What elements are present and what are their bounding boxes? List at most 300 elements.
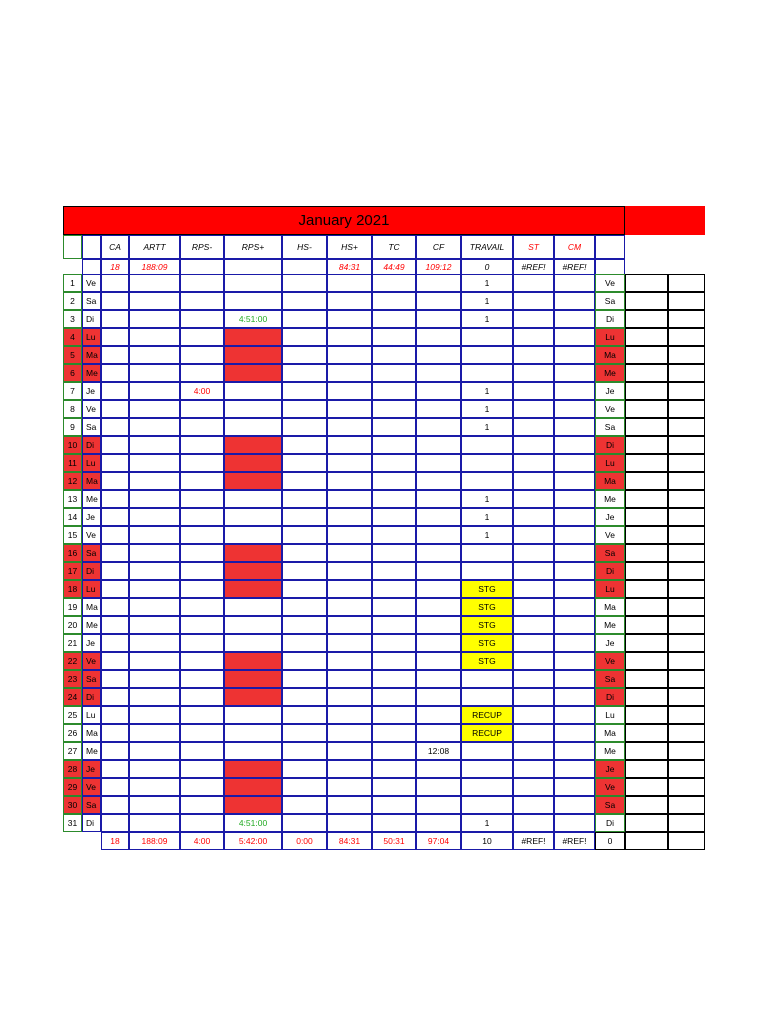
cell-rps_plus[interactable] — [224, 688, 282, 706]
cell-ca[interactable] — [101, 742, 129, 760]
extra-cell[interactable] — [668, 760, 705, 778]
cell-cf[interactable] — [416, 382, 461, 400]
cell-ca[interactable] — [101, 634, 129, 652]
cell-st[interactable] — [513, 580, 554, 598]
cell-hs_minus[interactable] — [282, 670, 327, 688]
cell-rps_plus[interactable] — [224, 490, 282, 508]
cell-artt[interactable] — [129, 490, 180, 508]
extra-cell[interactable] — [668, 292, 705, 310]
cell-hs_minus[interactable] — [282, 526, 327, 544]
extra-cell[interactable] — [625, 724, 668, 742]
cell-travail[interactable]: STG — [461, 598, 513, 616]
cell-st[interactable] — [513, 616, 554, 634]
cell-rps_minus[interactable] — [180, 418, 224, 436]
cell-hs_plus[interactable] — [327, 490, 372, 508]
cell-travail[interactable]: STG — [461, 580, 513, 598]
cell-travail[interactable] — [461, 562, 513, 580]
cell-rps_minus[interactable] — [180, 454, 224, 472]
cell-hs_minus[interactable] — [282, 346, 327, 364]
cell-rps_plus[interactable] — [224, 364, 282, 382]
extra-cell[interactable] — [668, 616, 705, 634]
cell-rps_minus[interactable] — [180, 616, 224, 634]
cell-ca[interactable] — [101, 382, 129, 400]
cell-tc[interactable] — [372, 634, 416, 652]
extra-cell[interactable] — [668, 526, 705, 544]
cell-artt[interactable] — [129, 382, 180, 400]
cell-ca[interactable] — [101, 472, 129, 490]
cell-rps_plus[interactable] — [224, 292, 282, 310]
cell-cf[interactable] — [416, 526, 461, 544]
cell-hs_minus[interactable] — [282, 328, 327, 346]
cell-artt[interactable] — [129, 652, 180, 670]
cell-tc[interactable] — [372, 742, 416, 760]
cell-tc[interactable] — [372, 310, 416, 328]
cell-rps_plus[interactable] — [224, 472, 282, 490]
cell-artt[interactable] — [129, 454, 180, 472]
extra-cell[interactable] — [625, 490, 668, 508]
cell-ca[interactable] — [101, 598, 129, 616]
cell-artt[interactable] — [129, 706, 180, 724]
cell-ca[interactable] — [101, 796, 129, 814]
cell-hs_plus[interactable] — [327, 652, 372, 670]
cell-rps_minus[interactable] — [180, 562, 224, 580]
cell-hs_minus[interactable] — [282, 562, 327, 580]
cell-ca[interactable] — [101, 526, 129, 544]
cell-travail[interactable] — [461, 436, 513, 454]
extra-cell[interactable] — [625, 760, 668, 778]
extra-cell[interactable] — [668, 346, 705, 364]
extra-cell[interactable] — [625, 562, 668, 580]
cell-rps_plus[interactable]: 4:51:00 — [224, 814, 282, 832]
extra-cell[interactable] — [668, 490, 705, 508]
cell-hs_minus[interactable] — [282, 400, 327, 418]
cell-tc[interactable] — [372, 778, 416, 796]
cell-hs_minus[interactable] — [282, 544, 327, 562]
cell-rps_plus[interactable] — [224, 616, 282, 634]
cell-tc[interactable] — [372, 814, 416, 832]
cell-cm[interactable] — [554, 328, 595, 346]
cell-travail[interactable] — [461, 742, 513, 760]
cell-cf[interactable] — [416, 814, 461, 832]
cell-artt[interactable] — [129, 778, 180, 796]
extra-cell[interactable] — [668, 418, 705, 436]
cell-hs_plus[interactable] — [327, 616, 372, 634]
cell-rps_minus[interactable] — [180, 652, 224, 670]
cell-artt[interactable] — [129, 598, 180, 616]
cell-rps_plus[interactable] — [224, 346, 282, 364]
cell-rps_plus[interactable] — [224, 382, 282, 400]
cell-cf[interactable] — [416, 418, 461, 436]
cell-rps_minus[interactable] — [180, 292, 224, 310]
cell-travail[interactable] — [461, 760, 513, 778]
cell-cm[interactable] — [554, 706, 595, 724]
cell-ca[interactable] — [101, 508, 129, 526]
cell-st[interactable] — [513, 418, 554, 436]
extra-cell[interactable] — [668, 382, 705, 400]
cell-cf[interactable] — [416, 580, 461, 598]
cell-tc[interactable] — [372, 454, 416, 472]
cell-artt[interactable] — [129, 436, 180, 454]
cell-hs_minus[interactable] — [282, 472, 327, 490]
cell-travail[interactable]: STG — [461, 634, 513, 652]
cell-hs_plus[interactable] — [327, 796, 372, 814]
cell-hs_minus[interactable] — [282, 760, 327, 778]
cell-tc[interactable] — [372, 274, 416, 292]
extra-cell[interactable] — [668, 724, 705, 742]
cell-st[interactable] — [513, 688, 554, 706]
cell-rps_plus[interactable] — [224, 274, 282, 292]
cell-rps_plus[interactable] — [224, 418, 282, 436]
cell-artt[interactable] — [129, 724, 180, 742]
cell-cm[interactable] — [554, 634, 595, 652]
extra-cell[interactable] — [625, 778, 668, 796]
extra-cell[interactable] — [625, 832, 668, 850]
extra-cell[interactable] — [625, 364, 668, 382]
extra-cell[interactable] — [668, 274, 705, 292]
cell-st[interactable] — [513, 742, 554, 760]
extra-cell[interactable] — [625, 418, 668, 436]
cell-hs_minus[interactable] — [282, 436, 327, 454]
cell-tc[interactable] — [372, 616, 416, 634]
cell-cm[interactable] — [554, 760, 595, 778]
cell-rps_minus[interactable] — [180, 274, 224, 292]
cell-rps_plus[interactable] — [224, 742, 282, 760]
cell-ca[interactable] — [101, 544, 129, 562]
cell-rps_plus[interactable] — [224, 796, 282, 814]
cell-hs_plus[interactable] — [327, 328, 372, 346]
extra-cell[interactable] — [668, 562, 705, 580]
extra-cell[interactable] — [625, 436, 668, 454]
cell-rps_minus[interactable] — [180, 346, 224, 364]
cell-st[interactable] — [513, 724, 554, 742]
cell-rps_minus[interactable] — [180, 670, 224, 688]
cell-hs_minus[interactable] — [282, 580, 327, 598]
cell-cf[interactable] — [416, 472, 461, 490]
cell-hs_plus[interactable] — [327, 670, 372, 688]
cell-hs_plus[interactable] — [327, 634, 372, 652]
cell-travail[interactable]: 1 — [461, 490, 513, 508]
cell-rps_minus[interactable] — [180, 598, 224, 616]
cell-rps_minus[interactable] — [180, 760, 224, 778]
cell-ca[interactable] — [101, 706, 129, 724]
cell-tc[interactable] — [372, 472, 416, 490]
cell-ca[interactable] — [101, 490, 129, 508]
cell-st[interactable] — [513, 526, 554, 544]
cell-st[interactable] — [513, 364, 554, 382]
cell-cm[interactable] — [554, 796, 595, 814]
cell-hs_minus[interactable] — [282, 742, 327, 760]
cell-rps_minus[interactable] — [180, 778, 224, 796]
cell-tc[interactable] — [372, 328, 416, 346]
cell-rps_minus[interactable] — [180, 436, 224, 454]
cell-hs_plus[interactable] — [327, 706, 372, 724]
cell-tc[interactable] — [372, 508, 416, 526]
cell-st[interactable] — [513, 634, 554, 652]
cell-hs_minus[interactable] — [282, 454, 327, 472]
extra-cell[interactable] — [625, 616, 668, 634]
cell-cf[interactable] — [416, 310, 461, 328]
cell-cm[interactable] — [554, 814, 595, 832]
extra-cell[interactable] — [625, 328, 668, 346]
cell-rps_minus[interactable] — [180, 688, 224, 706]
cell-cm[interactable] — [554, 490, 595, 508]
cell-ca[interactable] — [101, 724, 129, 742]
cell-artt[interactable] — [129, 526, 180, 544]
cell-ca[interactable] — [101, 418, 129, 436]
cell-travail[interactable]: RECUP — [461, 724, 513, 742]
cell-rps_minus[interactable] — [180, 400, 224, 418]
cell-artt[interactable] — [129, 274, 180, 292]
cell-artt[interactable] — [129, 544, 180, 562]
cell-artt[interactable] — [129, 796, 180, 814]
cell-cf[interactable] — [416, 508, 461, 526]
cell-cf[interactable] — [416, 724, 461, 742]
cell-rps_minus[interactable] — [180, 508, 224, 526]
cell-st[interactable] — [513, 310, 554, 328]
cell-rps_plus[interactable] — [224, 544, 282, 562]
extra-cell[interactable] — [668, 436, 705, 454]
cell-artt[interactable] — [129, 760, 180, 778]
cell-ca[interactable] — [101, 814, 129, 832]
cell-hs_plus[interactable] — [327, 454, 372, 472]
extra-cell[interactable] — [668, 796, 705, 814]
cell-cf[interactable] — [416, 796, 461, 814]
cell-cm[interactable] — [554, 508, 595, 526]
cell-cf[interactable] — [416, 706, 461, 724]
cell-rps_plus[interactable] — [224, 598, 282, 616]
cell-travail[interactable]: 1 — [461, 382, 513, 400]
cell-hs_plus[interactable] — [327, 814, 372, 832]
extra-cell[interactable] — [668, 328, 705, 346]
cell-travail[interactable]: STG — [461, 616, 513, 634]
cell-st[interactable] — [513, 652, 554, 670]
cell-cm[interactable] — [554, 418, 595, 436]
cell-hs_plus[interactable] — [327, 526, 372, 544]
cell-hs_plus[interactable] — [327, 472, 372, 490]
extra-cell[interactable] — [668, 706, 705, 724]
cell-artt[interactable] — [129, 328, 180, 346]
extra-cell[interactable] — [625, 508, 668, 526]
cell-cf[interactable] — [416, 598, 461, 616]
cell-hs_minus[interactable] — [282, 418, 327, 436]
cell-cm[interactable] — [554, 454, 595, 472]
extra-cell[interactable] — [668, 544, 705, 562]
extra-cell[interactable] — [668, 580, 705, 598]
cell-cm[interactable] — [554, 616, 595, 634]
cell-travail[interactable] — [461, 454, 513, 472]
cell-rps_plus[interactable]: 4:51:00 — [224, 310, 282, 328]
cell-hs_plus[interactable] — [327, 562, 372, 580]
cell-travail[interactable]: 1 — [461, 310, 513, 328]
cell-travail[interactable] — [461, 688, 513, 706]
extra-cell[interactable] — [625, 346, 668, 364]
extra-cell[interactable] — [625, 688, 668, 706]
cell-rps_plus[interactable] — [224, 436, 282, 454]
cell-cf[interactable] — [416, 436, 461, 454]
extra-cell[interactable] — [625, 292, 668, 310]
cell-rps_minus[interactable] — [180, 472, 224, 490]
cell-rps_minus[interactable] — [180, 634, 224, 652]
cell-cm[interactable] — [554, 742, 595, 760]
extra-cell[interactable] — [668, 472, 705, 490]
cell-artt[interactable] — [129, 616, 180, 634]
cell-rps_plus[interactable] — [224, 670, 282, 688]
cell-rps_plus[interactable] — [224, 580, 282, 598]
cell-ca[interactable] — [101, 436, 129, 454]
cell-ca[interactable] — [101, 580, 129, 598]
cell-travail[interactable]: STG — [461, 652, 513, 670]
cell-artt[interactable] — [129, 742, 180, 760]
cell-st[interactable] — [513, 400, 554, 418]
cell-hs_minus[interactable] — [282, 706, 327, 724]
cell-ca[interactable] — [101, 274, 129, 292]
cell-tc[interactable] — [372, 544, 416, 562]
cell-cm[interactable] — [554, 778, 595, 796]
cell-artt[interactable] — [129, 508, 180, 526]
cell-hs_minus[interactable] — [282, 274, 327, 292]
cell-st[interactable] — [513, 760, 554, 778]
cell-hs_plus[interactable] — [327, 724, 372, 742]
cell-cm[interactable] — [554, 670, 595, 688]
cell-rps_minus[interactable] — [180, 814, 224, 832]
cell-cf[interactable] — [416, 490, 461, 508]
cell-hs_plus[interactable] — [327, 400, 372, 418]
cell-cf[interactable]: 12:08 — [416, 742, 461, 760]
cell-cf[interactable] — [416, 274, 461, 292]
cell-travail[interactable] — [461, 778, 513, 796]
cell-rps_minus[interactable] — [180, 544, 224, 562]
cell-st[interactable] — [513, 778, 554, 796]
extra-cell[interactable] — [625, 274, 668, 292]
cell-hs_minus[interactable] — [282, 796, 327, 814]
cell-artt[interactable] — [129, 814, 180, 832]
cell-rps_plus[interactable] — [224, 328, 282, 346]
cell-st[interactable] — [513, 346, 554, 364]
cell-st[interactable] — [513, 598, 554, 616]
cell-cm[interactable] — [554, 292, 595, 310]
extra-cell[interactable] — [625, 742, 668, 760]
cell-rps_plus[interactable] — [224, 778, 282, 796]
cell-travail[interactable]: RECUP — [461, 706, 513, 724]
cell-artt[interactable] — [129, 364, 180, 382]
cell-travail[interactable] — [461, 328, 513, 346]
cell-cm[interactable] — [554, 472, 595, 490]
cell-ca[interactable] — [101, 562, 129, 580]
cell-tc[interactable] — [372, 418, 416, 436]
cell-rps_minus[interactable] — [180, 742, 224, 760]
cell-hs_minus[interactable] — [282, 652, 327, 670]
cell-artt[interactable] — [129, 634, 180, 652]
extra-cell[interactable] — [625, 706, 668, 724]
extra-cell[interactable] — [625, 382, 668, 400]
cell-hs_plus[interactable] — [327, 598, 372, 616]
cell-rps_minus[interactable] — [180, 364, 224, 382]
cell-cm[interactable] — [554, 580, 595, 598]
cell-travail[interactable]: 1 — [461, 526, 513, 544]
cell-cf[interactable] — [416, 346, 461, 364]
cell-st[interactable] — [513, 544, 554, 562]
cell-ca[interactable] — [101, 760, 129, 778]
cell-rps_plus[interactable] — [224, 526, 282, 544]
extra-cell[interactable] — [625, 652, 668, 670]
cell-artt[interactable] — [129, 580, 180, 598]
cell-cm[interactable] — [554, 598, 595, 616]
cell-hs_plus[interactable] — [327, 760, 372, 778]
extra-cell[interactable] — [668, 310, 705, 328]
cell-rps_plus[interactable] — [224, 634, 282, 652]
cell-rps_plus[interactable] — [224, 454, 282, 472]
cell-st[interactable] — [513, 292, 554, 310]
cell-st[interactable] — [513, 490, 554, 508]
extra-cell[interactable] — [668, 778, 705, 796]
cell-rps_minus[interactable] — [180, 724, 224, 742]
cell-tc[interactable] — [372, 436, 416, 454]
cell-tc[interactable] — [372, 292, 416, 310]
cell-cm[interactable] — [554, 346, 595, 364]
cell-hs_minus[interactable] — [282, 634, 327, 652]
cell-hs_minus[interactable] — [282, 814, 327, 832]
cell-travail[interactable] — [461, 544, 513, 562]
cell-rps_minus[interactable] — [180, 490, 224, 508]
cell-st[interactable] — [513, 454, 554, 472]
cell-ca[interactable] — [101, 292, 129, 310]
cell-rps_plus[interactable] — [224, 562, 282, 580]
cell-travail[interactable]: 1 — [461, 274, 513, 292]
cell-st[interactable] — [513, 472, 554, 490]
cell-cm[interactable] — [554, 436, 595, 454]
cell-artt[interactable] — [129, 310, 180, 328]
cell-hs_plus[interactable] — [327, 580, 372, 598]
extra-cell[interactable] — [668, 634, 705, 652]
cell-st[interactable] — [513, 796, 554, 814]
cell-hs_minus[interactable] — [282, 292, 327, 310]
cell-artt[interactable] — [129, 670, 180, 688]
cell-cm[interactable] — [554, 400, 595, 418]
cell-cf[interactable] — [416, 634, 461, 652]
cell-cm[interactable] — [554, 544, 595, 562]
extra-cell[interactable] — [668, 832, 705, 850]
cell-hs_plus[interactable] — [327, 508, 372, 526]
cell-cf[interactable] — [416, 292, 461, 310]
cell-cm[interactable] — [554, 724, 595, 742]
cell-cm[interactable] — [554, 688, 595, 706]
cell-cm[interactable] — [554, 562, 595, 580]
extra-cell[interactable] — [625, 796, 668, 814]
cell-hs_plus[interactable] — [327, 292, 372, 310]
cell-travail[interactable] — [461, 364, 513, 382]
cell-artt[interactable] — [129, 346, 180, 364]
cell-tc[interactable] — [372, 382, 416, 400]
cell-cf[interactable] — [416, 544, 461, 562]
extra-cell[interactable] — [625, 400, 668, 418]
extra-cell[interactable] — [625, 310, 668, 328]
cell-tc[interactable] — [372, 652, 416, 670]
cell-st[interactable] — [513, 436, 554, 454]
cell-cf[interactable] — [416, 328, 461, 346]
extra-cell[interactable] — [668, 652, 705, 670]
cell-rps_plus[interactable] — [224, 508, 282, 526]
cell-st[interactable] — [513, 706, 554, 724]
cell-st[interactable] — [513, 814, 554, 832]
cell-ca[interactable] — [101, 328, 129, 346]
cell-hs_minus[interactable] — [282, 688, 327, 706]
cell-tc[interactable] — [372, 526, 416, 544]
extra-cell[interactable] — [625, 598, 668, 616]
cell-rps_minus[interactable] — [180, 310, 224, 328]
extra-cell[interactable] — [668, 454, 705, 472]
cell-st[interactable] — [513, 328, 554, 346]
cell-ca[interactable] — [101, 670, 129, 688]
